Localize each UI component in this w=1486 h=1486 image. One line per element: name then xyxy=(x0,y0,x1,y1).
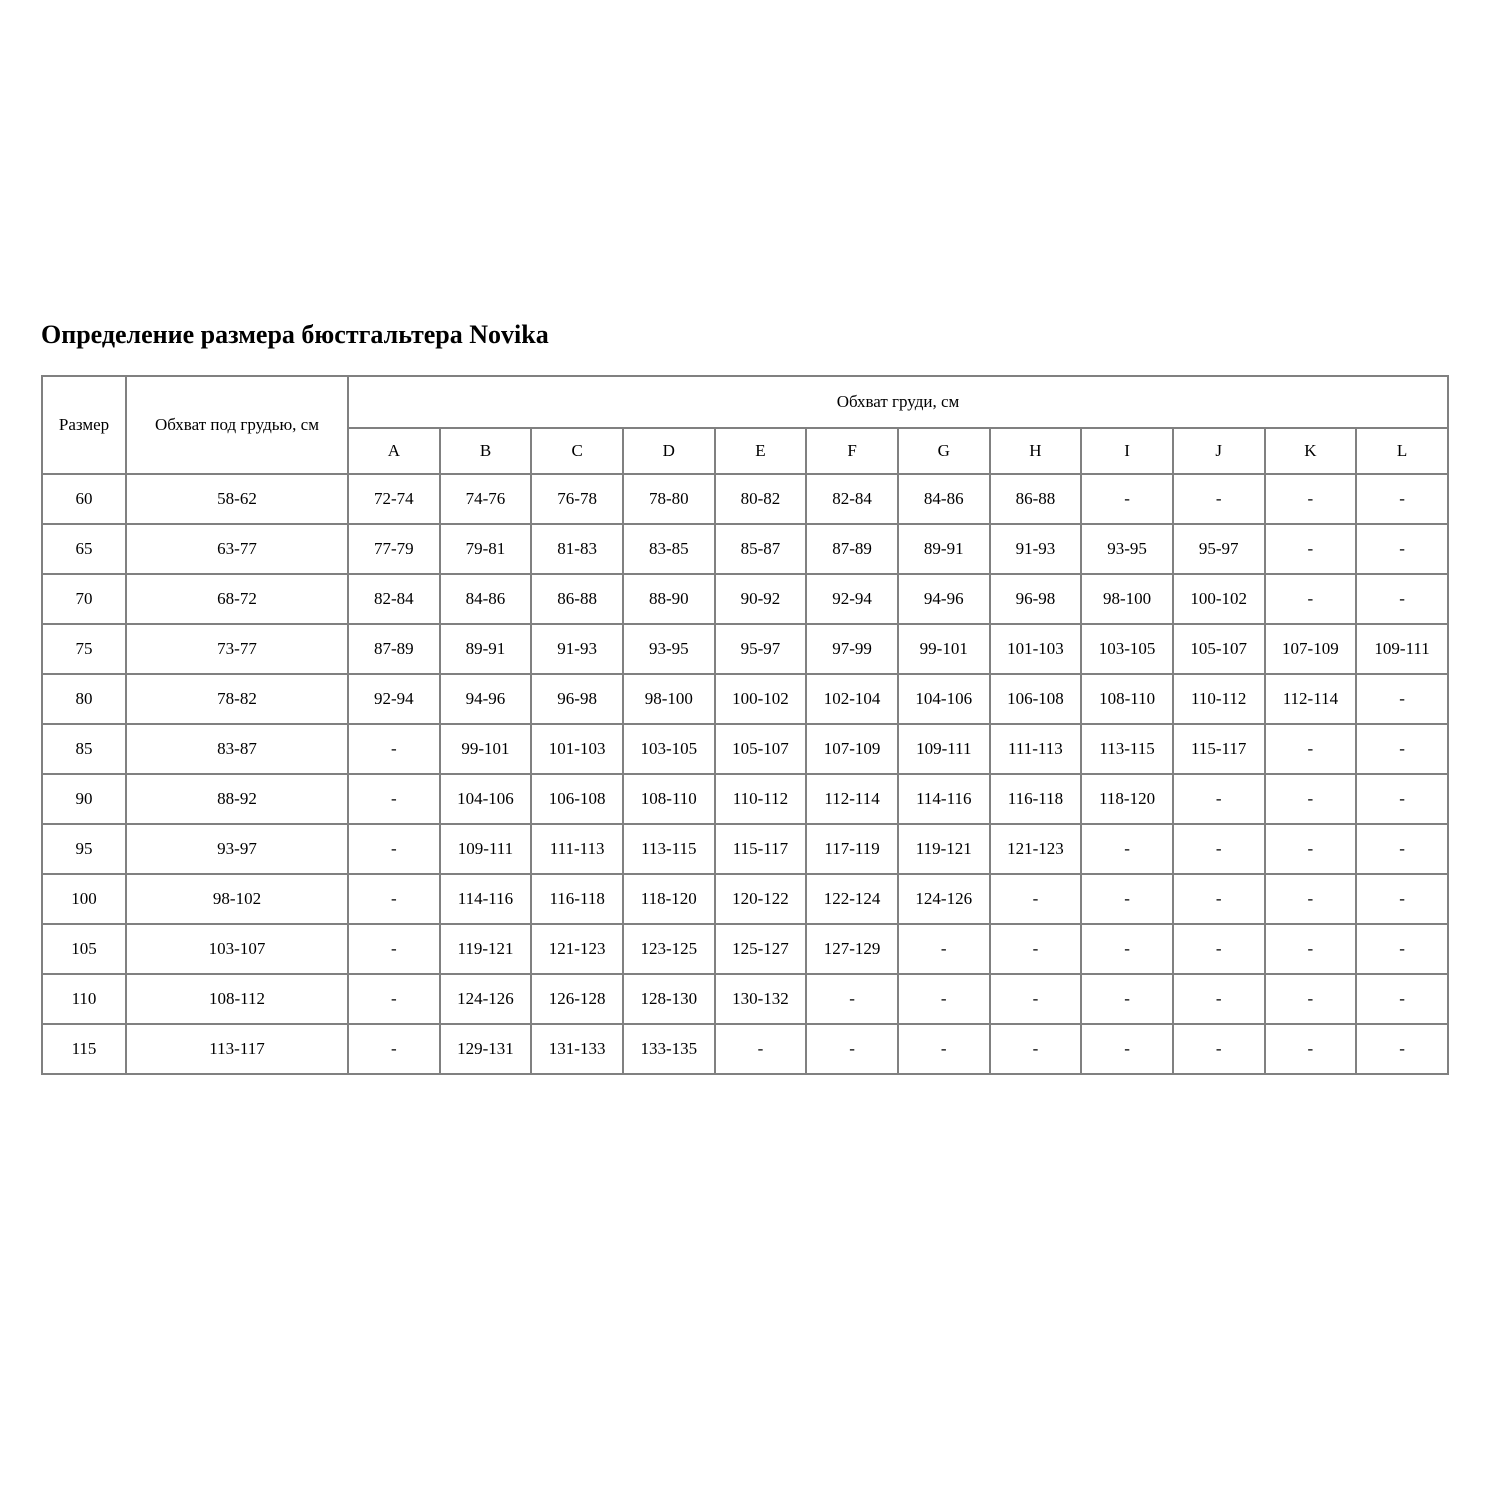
cup-range-cell: - xyxy=(1265,824,1357,874)
cup-range-cell: 131-133 xyxy=(531,1024,623,1074)
underbust-cell: 88-92 xyxy=(126,774,348,824)
cup-range-cell: 95-97 xyxy=(715,624,807,674)
column-header-cup-D: D xyxy=(623,428,715,474)
cup-range-cell: 130-132 xyxy=(715,974,807,1024)
cup-range-cell: 129-131 xyxy=(440,1024,532,1074)
cup-range-cell: 97-99 xyxy=(806,624,898,674)
cup-range-cell: - xyxy=(1265,724,1357,774)
cup-range-cell: 105-107 xyxy=(1173,624,1265,674)
size-cell: 60 xyxy=(42,474,126,524)
cup-range-cell: - xyxy=(715,1024,807,1074)
cup-range-cell: 110-112 xyxy=(1173,674,1265,724)
cup-range-cell: 78-80 xyxy=(623,474,715,524)
cup-range-cell: 126-128 xyxy=(531,974,623,1024)
table-row xyxy=(42,724,1448,774)
cup-range-cell: 116-118 xyxy=(990,774,1082,824)
cup-range-cell: 120-122 xyxy=(715,874,807,924)
table-row xyxy=(42,874,1448,924)
cup-range-cell: - xyxy=(1356,774,1448,824)
cup-range-cell: - xyxy=(1081,1024,1173,1074)
cup-range-cell: - xyxy=(1081,824,1173,874)
cup-range-cell: - xyxy=(1356,1024,1448,1074)
cup-range-cell: - xyxy=(1356,724,1448,774)
cup-range-cell: 104-106 xyxy=(440,774,532,824)
cup-range-cell: - xyxy=(1265,1024,1357,1074)
table-header xyxy=(42,376,1448,474)
cup-range-cell: 107-109 xyxy=(1265,624,1357,674)
cup-range-cell: - xyxy=(898,1024,990,1074)
underbust-cell: 103-107 xyxy=(126,924,348,974)
cup-range-cell: - xyxy=(1356,824,1448,874)
cup-range-cell: 103-105 xyxy=(1081,624,1173,674)
cup-range-cell: - xyxy=(348,774,440,824)
cup-range-cell: 91-93 xyxy=(990,524,1082,574)
cup-range-cell: 104-106 xyxy=(898,674,990,724)
size-cell: 115 xyxy=(42,1024,126,1074)
cup-range-cell: - xyxy=(806,1024,898,1074)
column-header-cup-L: L xyxy=(1356,428,1448,474)
cup-range-cell: - xyxy=(1081,874,1173,924)
cup-range-cell: 92-94 xyxy=(348,674,440,724)
underbust-cell: 83-87 xyxy=(126,724,348,774)
cup-range-cell: 94-96 xyxy=(440,674,532,724)
cup-range-cell: 114-116 xyxy=(440,874,532,924)
cup-range-cell: 113-115 xyxy=(623,824,715,874)
cup-range-cell: - xyxy=(348,724,440,774)
cup-range-cell: 89-91 xyxy=(898,524,990,574)
table-row xyxy=(42,474,1448,524)
column-header-cup-C: C xyxy=(531,428,623,474)
underbust-cell: 113-117 xyxy=(126,1024,348,1074)
cup-range-cell: 110-112 xyxy=(715,774,807,824)
cup-range-cell: 108-110 xyxy=(623,774,715,824)
cup-range-cell: 118-120 xyxy=(1081,774,1173,824)
cup-range-cell: 95-97 xyxy=(1173,524,1265,574)
cup-range-cell: - xyxy=(1173,924,1265,974)
table-row xyxy=(42,524,1448,574)
cup-range-cell: 121-123 xyxy=(531,924,623,974)
size-cell: 110 xyxy=(42,974,126,1024)
cup-range-cell: - xyxy=(1265,924,1357,974)
cup-range-cell: 108-110 xyxy=(1081,674,1173,724)
underbust-cell: 78-82 xyxy=(126,674,348,724)
cup-range-cell: - xyxy=(806,974,898,1024)
cup-range-cell: 96-98 xyxy=(990,574,1082,624)
column-header-cup-G: G xyxy=(898,428,990,474)
underbust-cell: 93-97 xyxy=(126,824,348,874)
cup-range-cell: - xyxy=(1265,974,1357,1024)
cup-range-cell: - xyxy=(1081,974,1173,1024)
cup-range-cell: 115-117 xyxy=(715,824,807,874)
cup-range-cell: 98-100 xyxy=(623,674,715,724)
column-header-size: Размер xyxy=(42,376,126,474)
cup-range-cell: 96-98 xyxy=(531,674,623,724)
cup-range-cell: - xyxy=(898,924,990,974)
table-row xyxy=(42,624,1448,674)
cup-range-cell: 94-96 xyxy=(898,574,990,624)
cup-range-cell: - xyxy=(1081,474,1173,524)
column-header-cup-H: H xyxy=(990,428,1082,474)
underbust-cell: 68-72 xyxy=(126,574,348,624)
cup-range-cell: 124-126 xyxy=(440,974,532,1024)
size-cell: 105 xyxy=(42,924,126,974)
size-cell: 90 xyxy=(42,774,126,824)
cup-range-cell: - xyxy=(1173,974,1265,1024)
cup-range-cell: - xyxy=(1356,674,1448,724)
column-header-cup-F: F xyxy=(806,428,898,474)
column-header-cup-A: A xyxy=(348,428,440,474)
cup-range-cell: 111-113 xyxy=(990,724,1082,774)
cup-range-cell: 80-82 xyxy=(715,474,807,524)
cup-range-cell: - xyxy=(348,974,440,1024)
underbust-cell: 63-77 xyxy=(126,524,348,574)
size-cell: 70 xyxy=(42,574,126,624)
cup-range-cell: 86-88 xyxy=(990,474,1082,524)
cup-range-cell: 84-86 xyxy=(440,574,532,624)
cup-range-cell: - xyxy=(1173,874,1265,924)
cup-range-cell: - xyxy=(1081,924,1173,974)
cup-range-cell: 109-111 xyxy=(440,824,532,874)
cup-range-cell: - xyxy=(898,974,990,1024)
cup-range-cell: 87-89 xyxy=(806,524,898,574)
cup-range-cell: 84-86 xyxy=(898,474,990,524)
cup-range-cell: 121-123 xyxy=(990,824,1082,874)
cup-range-cell: - xyxy=(990,924,1082,974)
cup-range-cell: - xyxy=(1356,474,1448,524)
cup-range-cell: 112-114 xyxy=(1265,674,1357,724)
cup-range-cell: 93-95 xyxy=(1081,524,1173,574)
cup-range-cell: 118-120 xyxy=(623,874,715,924)
cup-range-cell: 99-101 xyxy=(440,724,532,774)
cup-range-cell: 107-109 xyxy=(806,724,898,774)
column-header-cup-I: I xyxy=(1081,428,1173,474)
cup-range-cell: - xyxy=(348,1024,440,1074)
cup-range-cell: - xyxy=(348,924,440,974)
cup-range-cell: 83-85 xyxy=(623,524,715,574)
cup-range-cell: 114-116 xyxy=(898,774,990,824)
cup-range-cell: 100-102 xyxy=(1173,574,1265,624)
underbust-cell: 98-102 xyxy=(126,874,348,924)
cup-range-cell: - xyxy=(1265,474,1357,524)
cup-range-cell: 102-104 xyxy=(806,674,898,724)
cup-range-cell: - xyxy=(990,874,1082,924)
cup-range-cell: - xyxy=(1173,474,1265,524)
column-header-cup-J: J xyxy=(1173,428,1265,474)
cup-range-cell: 112-114 xyxy=(806,774,898,824)
cup-range-cell: - xyxy=(348,824,440,874)
table-row xyxy=(42,1024,1448,1074)
cup-range-cell: 119-121 xyxy=(898,824,990,874)
cup-range-cell: - xyxy=(1173,824,1265,874)
underbust-cell: 108-112 xyxy=(126,974,348,1024)
cup-range-cell: 85-87 xyxy=(715,524,807,574)
cup-range-cell: 123-125 xyxy=(623,924,715,974)
cup-range-cell: 103-105 xyxy=(623,724,715,774)
cup-range-cell: 81-83 xyxy=(531,524,623,574)
cup-range-cell: - xyxy=(1356,524,1448,574)
size-cell: 100 xyxy=(42,874,126,924)
cup-range-cell: - xyxy=(1173,1024,1265,1074)
table-body xyxy=(42,474,1448,1074)
size-cell: 65 xyxy=(42,524,126,574)
cup-range-cell: 124-126 xyxy=(898,874,990,924)
cup-range-cell: 93-95 xyxy=(623,624,715,674)
cup-range-cell: - xyxy=(990,1024,1082,1074)
cup-range-cell: 106-108 xyxy=(990,674,1082,724)
cup-range-cell: 100-102 xyxy=(715,674,807,724)
cup-range-cell: - xyxy=(348,874,440,924)
cup-range-cell: 76-78 xyxy=(531,474,623,524)
cup-range-cell: 87-89 xyxy=(348,624,440,674)
size-cell: 80 xyxy=(42,674,126,724)
cup-range-cell: 119-121 xyxy=(440,924,532,974)
cup-range-cell: 99-101 xyxy=(898,624,990,674)
cup-range-cell: 122-124 xyxy=(806,874,898,924)
cup-range-cell: 117-119 xyxy=(806,824,898,874)
table-row xyxy=(42,974,1448,1024)
cup-range-cell: 98-100 xyxy=(1081,574,1173,624)
cup-range-cell: - xyxy=(1265,524,1357,574)
cup-range-cell: 101-103 xyxy=(990,624,1082,674)
table-row xyxy=(42,674,1448,724)
cup-range-cell: - xyxy=(1173,774,1265,824)
size-chart-table xyxy=(41,375,1449,1075)
column-header-cup-E: E xyxy=(715,428,807,474)
cup-range-cell: - xyxy=(1265,874,1357,924)
cup-range-cell: 109-111 xyxy=(1356,624,1448,674)
column-header-cup-B: B xyxy=(440,428,532,474)
cup-range-cell: 109-111 xyxy=(898,724,990,774)
cup-range-cell: 128-130 xyxy=(623,974,715,1024)
column-header-underbust: Обхват под грудью, см xyxy=(126,376,348,474)
cup-range-cell: - xyxy=(1356,874,1448,924)
cup-range-cell: 91-93 xyxy=(531,624,623,674)
cup-range-cell: - xyxy=(1356,574,1448,624)
size-cell: 75 xyxy=(42,624,126,674)
cup-range-cell: 82-84 xyxy=(348,574,440,624)
column-header-bust-group: Обхват груди, см xyxy=(348,376,1448,428)
cup-range-cell: 88-90 xyxy=(623,574,715,624)
cup-range-cell: - xyxy=(990,974,1082,1024)
cup-range-cell: 72-74 xyxy=(348,474,440,524)
cup-range-cell: 77-79 xyxy=(348,524,440,574)
underbust-cell: 73-77 xyxy=(126,624,348,674)
table-row xyxy=(42,924,1448,974)
cup-range-cell: - xyxy=(1356,974,1448,1024)
cup-range-cell: - xyxy=(1265,774,1357,824)
column-header-cup-K: K xyxy=(1265,428,1357,474)
table-row xyxy=(42,574,1448,624)
cup-range-cell: 86-88 xyxy=(531,574,623,624)
cup-range-cell: 101-103 xyxy=(531,724,623,774)
cup-range-cell: 92-94 xyxy=(806,574,898,624)
cup-range-cell: 82-84 xyxy=(806,474,898,524)
underbust-cell: 58-62 xyxy=(126,474,348,524)
cup-range-cell: 115-117 xyxy=(1173,724,1265,774)
page-title: Определение размера бюстгальтера Novika xyxy=(41,320,549,349)
cup-range-cell: 106-108 xyxy=(531,774,623,824)
cup-range-cell: 105-107 xyxy=(715,724,807,774)
cup-range-cell: - xyxy=(1265,574,1357,624)
cup-range-cell: 89-91 xyxy=(440,624,532,674)
size-cell: 95 xyxy=(42,824,126,874)
table-row xyxy=(42,824,1448,874)
cup-range-cell: 133-135 xyxy=(623,1024,715,1074)
cup-range-cell: 116-118 xyxy=(531,874,623,924)
cup-range-cell: 113-115 xyxy=(1081,724,1173,774)
cup-range-cell: 127-129 xyxy=(806,924,898,974)
cup-range-cell: 111-113 xyxy=(531,824,623,874)
cup-range-cell: 74-76 xyxy=(440,474,532,524)
cup-range-cell: 125-127 xyxy=(715,924,807,974)
header-row-top xyxy=(42,376,1448,428)
table-row xyxy=(42,774,1448,824)
cup-range-cell: - xyxy=(1356,924,1448,974)
cup-range-cell: 90-92 xyxy=(715,574,807,624)
size-cell: 85 xyxy=(42,724,126,774)
cup-range-cell: 79-81 xyxy=(440,524,532,574)
